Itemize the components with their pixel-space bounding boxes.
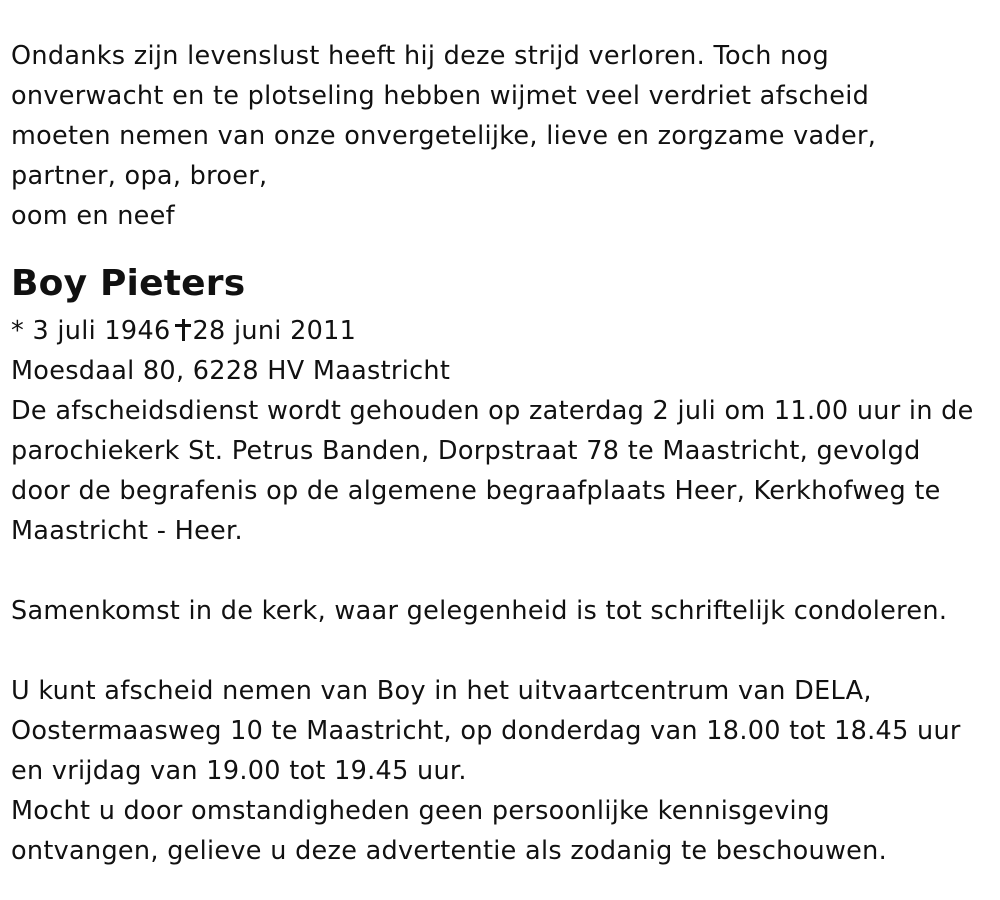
service-paragraph (11, 391, 996, 551)
intro-line: oom en neef (11, 201, 175, 231)
intro-line: partner, opa, broer, (11, 161, 268, 191)
paragraph-spacer (11, 631, 996, 671)
gathering-text: Samenkomst in de kerk, waar gelegenheid is tot schriftelijk condoleren. (11, 596, 948, 626)
death-date: 28 juni 2011 (192, 316, 357, 346)
deceased-name: Boy Pieters (11, 263, 246, 304)
obituary-notice (11, 36, 996, 871)
address: Moesdaal 80, 6228 HV Maastricht (11, 356, 451, 386)
service-line: De afscheidsdienst wordt gehouden op zaterdag 2 juli om 11.00 uur in de (11, 396, 974, 426)
visitation-line: en vrijdag van 19.00 tot 19.45 uur. (11, 756, 467, 786)
intro-line: moeten nemen van onze onvergetelijke, lieve en zorgzame vader, (11, 121, 877, 151)
visitation-line: Oostermaasweg 10 te Maastricht, op donderdag van 18.00 tot 18.45 uur (11, 716, 961, 746)
birth-date: * 3 juli 1946 (11, 316, 171, 346)
cross-icon (175, 319, 191, 341)
service-line: door de begrafenis op de algemene begraafplaats Heer, Kerkhofweg te (11, 476, 941, 506)
visitation-line: U kunt afscheid nemen van Boy in het uitvaartcentrum van DELA, (11, 676, 872, 706)
visitation-line: Mocht u door omstandigheden geen persoonlijke kennisgeving (11, 796, 830, 826)
intro-line: Ondanks zijn levenslust heeft hij deze strijd verloren. Toch nog (11, 41, 829, 71)
intro-paragraph (11, 36, 996, 236)
visitation-line: ontvangen, gelieve u deze advertentie als zodanig te beschouwen. (11, 836, 887, 866)
visitation-paragraph (11, 671, 996, 871)
paragraph-spacer (11, 551, 996, 591)
life-dates (11, 311, 996, 351)
service-line: Maastricht - Heer. (11, 516, 243, 546)
service-line: parochiekerk St. Petrus Banden, Dorpstraat 78 te Maastricht, gevolgd (11, 436, 921, 466)
intro-line: onverwacht en te plotseling hebben wijmet veel verdriet afscheid (11, 81, 870, 111)
